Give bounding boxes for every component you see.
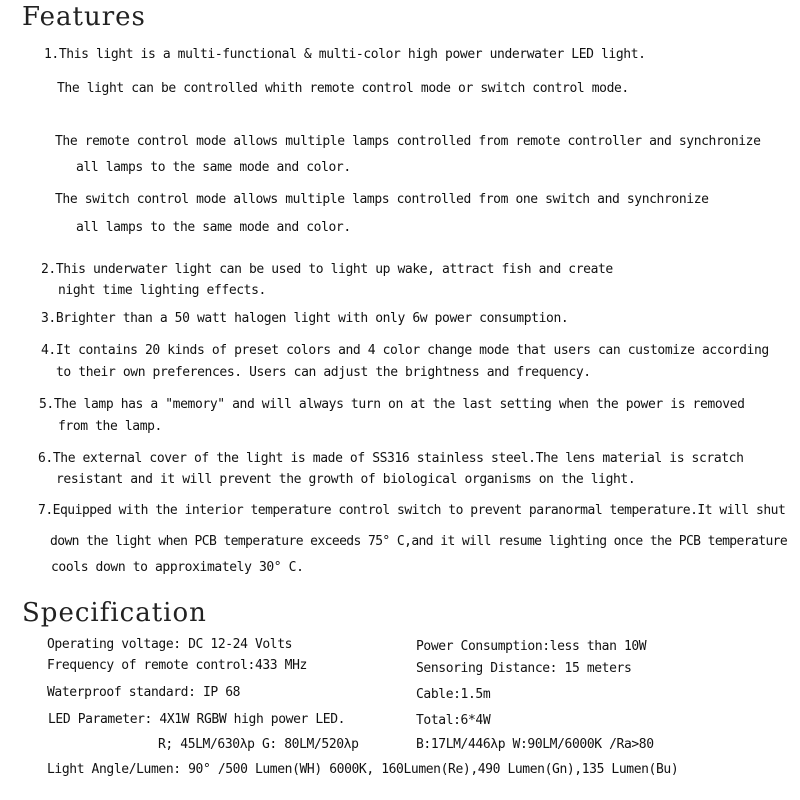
feature-line: night time lighting effects. bbox=[58, 283, 266, 298]
feature-line: 4.It contains 20 kinds of preset colors and 4 color change mode that users can customize according bbox=[41, 343, 769, 358]
specification-heading: Specification bbox=[22, 598, 207, 628]
feature-line: from the lamp. bbox=[58, 419, 162, 434]
feature-line: 2.This underwater light can be used to light up wake, attract fish and create bbox=[41, 262, 613, 277]
feature-line: resistant and it will prevent the growth of biological organisms on the light. bbox=[56, 472, 636, 487]
spec-power-consumption: Power Consumption:less than 10W bbox=[416, 639, 647, 654]
feature-line: cools down to approximately 30° C. bbox=[51, 560, 304, 575]
spec-led-parameter: LED Parameter: 4X1W RGBW high power LED. bbox=[48, 712, 346, 727]
spec-sensoring-distance: Sensoring Distance: 15 meters bbox=[416, 661, 632, 676]
feature-line: all lamps to the same mode and color. bbox=[76, 220, 351, 235]
feature-line: down the light when PCB temperature exceeds 75° C,and it will resume lighting once the PCB temperature bbox=[50, 534, 788, 549]
feature-line: The light can be controlled whith remote control mode or switch control mode. bbox=[57, 81, 629, 96]
spec-bw-lumen: B:17LM/446λp W:90LM/6000K /Ra>80 bbox=[416, 737, 654, 752]
features-heading: Features bbox=[22, 2, 146, 32]
spec-rg-lumen: R; 45LM/630λp G: 80LM/520λp bbox=[158, 737, 359, 752]
spec-remote-frequency: Frequency of remote control:433 MHz bbox=[47, 658, 307, 673]
feature-line: 5.The lamp has a "memory" and will always turn on at the last setting when the power is removed bbox=[39, 397, 745, 412]
spec-light-angle: Light Angle/Lumen: 90° /500 Lumen(WH) 6000K, 160Lumen(Re),490 Lumen(Gn),135 Lumen(Bu) bbox=[47, 762, 679, 777]
feature-line: all lamps to the same mode and color. bbox=[76, 160, 351, 175]
feature-line: The switch control mode allows multiple lamps controlled from one switch and synchronize bbox=[55, 192, 709, 207]
feature-line: to their own preferences. Users can adjust the brightness and frequency. bbox=[56, 365, 591, 380]
spec-cable: Cable:1.5m bbox=[416, 687, 491, 702]
feature-line: 3.Brighter than a 50 watt halogen light with only 6w power consumption. bbox=[41, 311, 569, 326]
spec-total: Total:6*4W bbox=[416, 713, 491, 728]
feature-line: 7.Equipped with the interior temperature control switch to prevent paranormal temperature.It will shut bbox=[38, 503, 786, 518]
feature-line: 6.The external cover of the light is made of SS316 stainless steel.The lens material is scratch bbox=[38, 451, 744, 466]
spec-waterproof: Waterproof standard: IP 68 bbox=[47, 685, 241, 700]
feature-line: 1.This light is a multi-functional & multi-color high power underwater LED light. bbox=[44, 47, 646, 62]
spec-operating-voltage: Operating voltage: DC 12-24 Volts bbox=[47, 637, 293, 652]
feature-line: The remote control mode allows multiple lamps controlled from remote controller and synchronize bbox=[55, 134, 761, 149]
